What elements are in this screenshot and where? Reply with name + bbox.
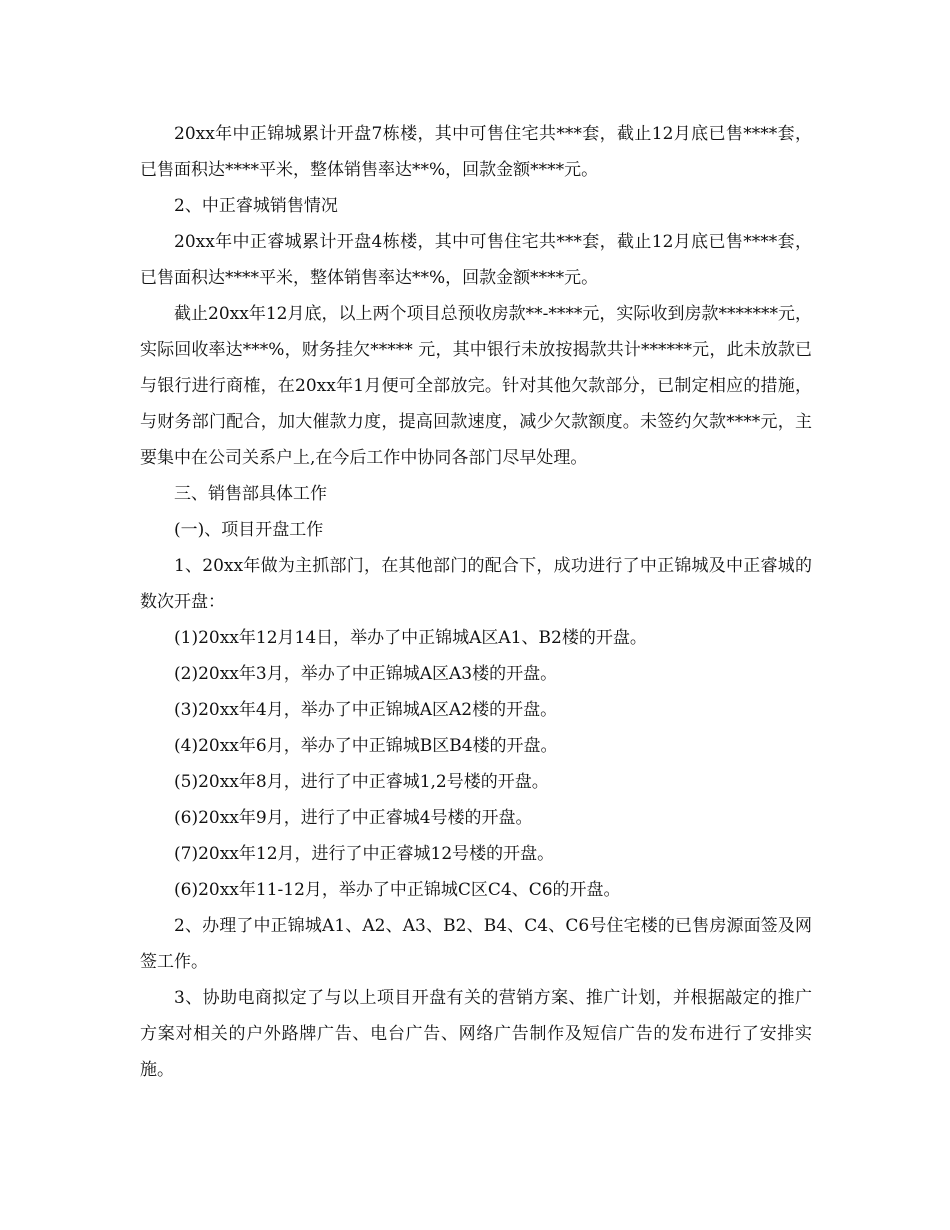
list-item: (1)20xx年12月14日，举办了中正锦城A区A1、B2楼的开盘。: [174, 628, 647, 648]
paragraph-payment-summary: 截止20xx年12月底，以上两个项目总预收房款**-****元，实际收到房款*******元，实际回收率达***%，财务挂欠***** 元，其中银行未放按揭款共计******元，此未放款已与银行进行商榷，在20xx年1月便可全部放完。针对其他欠款部分，已制定相应的措施，与财务部门配合，加大催款力度，提高回款速度，减少欠款额度。未签约欠款****元，主要集中在公司关系户上,在今后工作中协同各部门尽早处理。: [140, 304, 812, 468]
paragraph-signing-work: 2、办理了中正锦城A1、A2、A3、B2、B4、C4、C6号住宅楼的已售房源面签及网签工作。: [140, 916, 812, 972]
list-item: (7)20xx年12月，进行了中正睿城12号楼的开盘。: [174, 844, 555, 864]
heading-project-opening: (一)、项目开盘工作: [174, 520, 324, 540]
paragraph-jincheng-sales: 20xx年中正锦城累计开盘7栋楼，其中可售住宅共***套，截止12月底已售****套，已售面积达****平米，整体销售率达**%，回款金额****元。: [140, 124, 812, 180]
list-item: (3)20xx年4月，举办了中正锦城A区A2楼的开盘。: [174, 700, 558, 720]
document-body: [140, 116, 812, 1088]
paragraph-ruicheng-sales: 20xx年中正睿城累计开盘4栋楼，其中可售住宅共***套，截止12月底已售****套，已售面积达****平米，整体销售率达**%，回款金额****元。: [140, 232, 812, 288]
heading-sales-dept-work: 三、销售部具体工作: [174, 484, 327, 504]
paragraph-opening-intro: 1、20xx年做为主抓部门，在其他部门的配合下，成功进行了中正锦城及中正睿城的数次开盘：: [140, 556, 812, 612]
list-item: (4)20xx年6月，举办了中正锦城B区B4楼的开盘。: [174, 736, 558, 756]
heading-ruicheng-sales: 2、中正睿城销售情况: [174, 196, 338, 216]
paragraph-marketing-plan: 3、协助电商拟定了与以上项目开盘有关的营销方案、推广计划，并根据敲定的推广方案对相关的户外路牌广告、电台广告、网络广告制作及短信广告的发布进行了安排实施。: [140, 988, 812, 1080]
list-item: (6)20xx年9月，进行了中正睿城4号楼的开盘。: [174, 808, 533, 828]
list-item: (5)20xx年8月，进行了中正睿城1,2号楼的开盘。: [174, 772, 549, 792]
list-item: (6)20xx年11-12月，举办了中正锦城C区C4、C6的开盘。: [174, 880, 621, 900]
list-item: (2)20xx年3月，举办了中正锦城A区A3楼的开盘。: [174, 664, 558, 684]
